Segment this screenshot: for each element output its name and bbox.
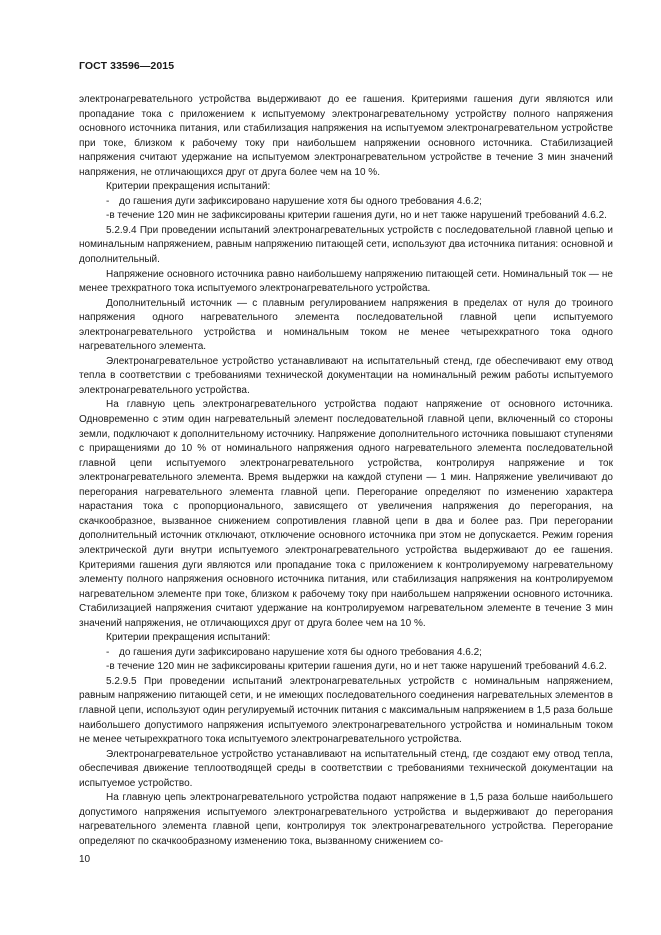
list-item-text: в течение 120 мин не зафиксированы критерии гашения дуги, но и нет также нарушений требований 4.6.2.: [109, 661, 607, 673]
paragraph: 5.2.9.4 При проведении испытаний электронагревательных устройств с последовательной главной цепью и номинальным напряжением, равным напряжению питающей сети, используют два источника питания: основной и дополнительный.: [79, 224, 613, 266]
paragraph: 5.2.9.5 При проведении испытаний электронагревательных устройств с номинальным напряжением, равным напряжению питающей сети, и не имеющих последовательного соединения нагревательных элементов в главной цепи, используют один регулируемый источник питания с максимальным напряжением в 1,5 раза больше наибольшего допустимого напряжения испытуемого электронагревательного устройства и номинальным током не менее четырехкратного тока испытуемого электронагревательного устройства.: [79, 675, 613, 746]
list-item: [79, 646, 613, 661]
list-item: [79, 195, 613, 210]
list-item: [79, 660, 613, 675]
page-number: 10: [79, 854, 91, 865]
paragraph: Напряжение основного источника равно наибольшему напряжению питающей сети. Номинальный ток — не менее трехкратного тока испытуемого электронагревательного устройства.: [79, 268, 613, 295]
paragraph: Электронагревательное устройство устанавливают на испытательный стенд, где создают ему отвод тепла, обеспечивая движение теплоотводящей среды в соответствии с требованиями технической документации на испытуемое устройство.: [79, 748, 613, 789]
paragraph: Критерии прекращения испытаний:: [106, 181, 271, 193]
paragraph: На главную цепь электронагревательного устройства подают напряжение в 1,5 раза больше наибольшего допустимого напряжения испытуемого электронагревательного устройства и выдерживают до перегорания нагревательного элемента главной цепи, контролируя ток электронагревательного устройства. Перегорание определяют по скачкообразному изменению тока, вызванному снижением со-: [79, 792, 613, 847]
list-dash: -: [106, 195, 110, 207]
paragraph: Электронагревательное устройство устанавливают на испытательный стенд, где обеспечивают ему отвод тепла в соответствии с требованиями технической документации на номинальный режим работы испытуемого электронагревательного устройства.: [79, 355, 613, 396]
paragraph: Критерии прекращения испытаний:: [106, 632, 271, 644]
document-header: ГОСТ 33596—2015: [79, 60, 175, 72]
paragraph-continuation: электронагревательного устройства выдерживают до ее гашения. Критериями гашения дуги являются или пропадание тока с приложением к испытуемому электронагревательному устройству полного напряжения основного источника питания, или стабилизация напряжения на испытуемом электронагревательном устройстве при токе, близком к рабочему току при наибольшем напряжении основного источника. Стабилизацией напряжения считают удержание на испытуемом электронагревательном устройстве в течение 3 мин значений напряжения, не отличающихся друг от друга более чем на 10 %.: [79, 94, 613, 178]
list-item-text: до гашения дуги зафиксировано нарушение хотя бы одного требования 4.6.2;: [119, 646, 482, 658]
list-item-text: до гашения дуги зафиксировано нарушение хотя бы одного требования 4.6.2;: [119, 195, 482, 207]
list-dash: -: [106, 210, 110, 222]
document-body: [79, 93, 613, 849]
paragraph: Дополнительный источник — с плавным регулированием напряжения в пределах от нуля до троиного напряжения одного нагревательного элемента последовательной главной цепи испытуемого электронагревательного устройства и номинальным током не менее четырехкратного тока одного нагревательного элемента.: [79, 297, 613, 353]
list-item: [79, 209, 613, 224]
paragraph: На главную цепь электронагревательного устройства подают напряжение от основного источника. Одновременно с этим один нагревательный элемент последовательной главной цепи, включенный со стороны земли, подключают к дополнительному источнику. Напряжение дополнительного источника повышают ступенями с приращениями до 10 % от номинального напряжения одного нагревательного элемента последовательной главной цепи испытуемого электронагревательного устройства, контролируя напряжение и ток электронагревательного элемента. Время выдержки на каждой ступени — 1 мин. Напряжение увеличивают до перегорания нагревательного элемента главной цепи. Перегорание определяют по изменению характера нарастания тока с пропорционального, зависящего от увеличения напряжения до перегорания, на скачкообразное, вызванное снижением сопротивления главной цепи в два и более раз. При перегорании дополнительный источник отключают, отключение основного источника при этом не допускается. Режим горения электрической дуги внутри испытуемого электронагревательного устройства выдерживают до ее гашения. Критериями гашения дуги являются или пропадание тока с приложением к контролируемому нагревательному элементу полного напряжения основного источника питания, или стабилизация напряжения на контролируемом нагревательном элементе при токе, близком к рабочему току при наибольшем напряжении основного источника. Стабилизацией напряжения считают удержание на контролируемом нагревательном элементе в течение 3 мин значений напряжения, не отличающихся друг от друга более чем на 10 %.: [79, 399, 613, 629]
list-dash: -: [106, 661, 110, 673]
list-item-text: в течение 120 мин не зафиксированы критерии гашения дуги, но и нет также нарушений требований 4.6.2.: [109, 210, 607, 222]
list-dash: -: [106, 646, 110, 658]
